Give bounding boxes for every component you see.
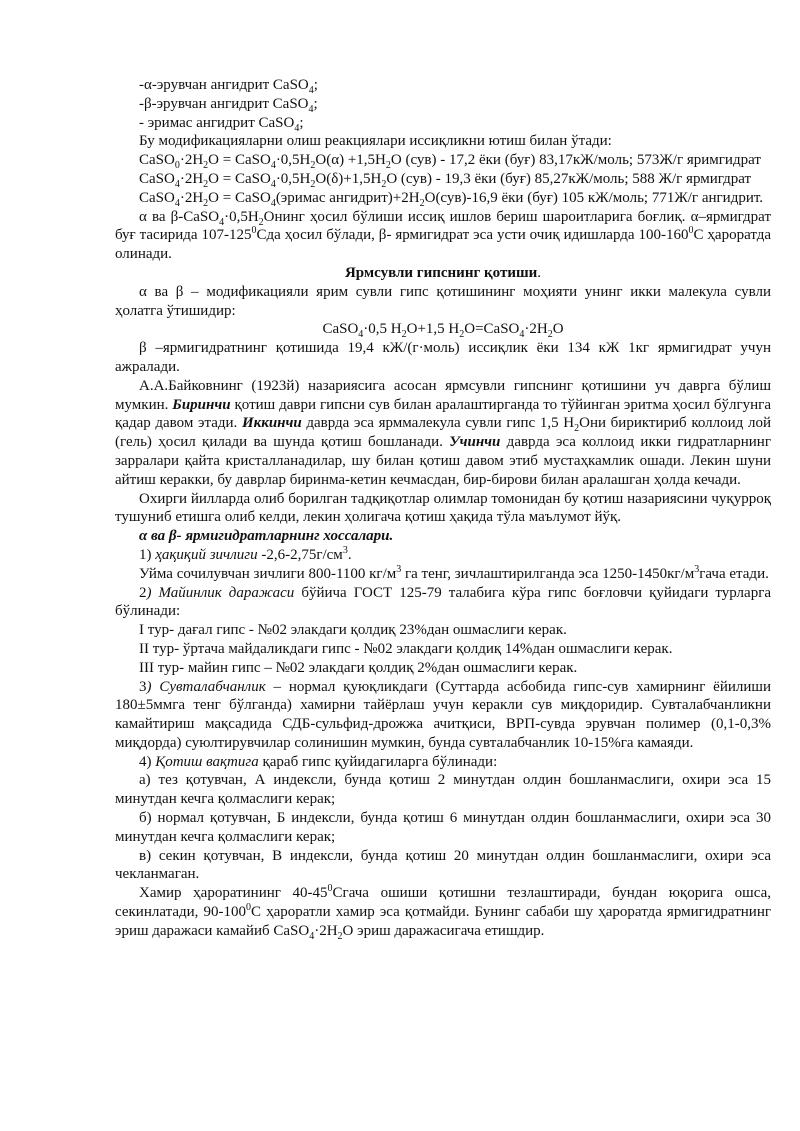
text: даврда эса ярммалекула сувли гипс 1,5 H (301, 415, 575, 432)
subscript: 2 (574, 423, 580, 435)
equation-3 (115, 189, 771, 208)
subscript: 4 (270, 178, 276, 190)
text: O+1,5 H (406, 321, 460, 338)
subscript: 0 (174, 160, 180, 172)
section-heading (115, 264, 771, 283)
type-1-line: I тур- дағал гипс - №02 элакдаги қолдиқ 23%дан ошмаслиги керак. (139, 622, 567, 639)
paragraph-hemihydrate-formation (115, 208, 771, 264)
text: даврда эса коллоид икки гидратларнинг зарралари қайта кристалланадилар, шу билан қотиш давом этиб мустаҳкамлик ошади. Лекин шуни айтиш керакки, бу даврлар биринма-кетин кечмасдан, бир-бирови билан аралашган ҳолда кечади. (115, 434, 771, 488)
line-beta-anhydrite (115, 95, 771, 114)
paragraph-setting-essence: α ва β – модификацияли ярим сувли гипс қотишининг моҳияти унинг икки малекула сувли ҳолатга ўтишидир: (115, 283, 771, 319)
subscript: 2 (203, 197, 209, 209)
text: O(сув)-16,9 ёки (буғ) 105 кЖ/моль; 771Ж/г ангидрит. (424, 189, 764, 206)
item-water-demand (115, 678, 771, 753)
subscript: 4 (358, 329, 364, 341)
emphasis: Биринчи (172, 396, 231, 413)
superscript: 3 (396, 563, 402, 575)
text: O = CaSO (208, 170, 271, 187)
subscript: 2 (381, 178, 387, 190)
text: O (552, 321, 564, 338)
equation-2 (115, 170, 771, 189)
item-setting-time (115, 753, 771, 772)
superscript: 0 (245, 902, 251, 914)
subscript: 2 (310, 178, 316, 190)
type-3-line: III тур- майин гипс – №02 элакдаги қолдиқ 2%дан ошмаслиги керак. (139, 659, 578, 676)
type-2-line: II тур- ўртача майдаликдаги гипс - №02 элакдаги қолдиқ 14%дан ошмаслиги керак. (139, 640, 673, 657)
text: А.А.Байковнинг (1923й) назариясига асосан ярмсувли гипснинг қотишини уч даврга бўлиш мумкин. (115, 377, 771, 413)
text: С ҳароратли хамир эса қотмайди. Бунинг сабаби шу ҳароратда ярмигидратнинг эриш даражаси камайиб CaSO (115, 904, 771, 939)
text: Онинг ҳосил бўлиши иссиқ ишлов бериш шароитларига боғлиқ. α–ярмигдрат буғ тасирида 107-125 (115, 208, 771, 244)
emphasis: ) Майинлик даражаси (146, 584, 295, 601)
paragraph-recent-research: Охирги йилларда олиб борилган тадқиқотлар олимлар томонидан бу қотиш назариясини чуқурроқ тушуниб етишга олиб келди, лекин ҳолигача қотиш ҳақида тўла маълумот йўқ. (115, 490, 771, 526)
text: O=CaSO (464, 321, 520, 338)
text: ·2H (314, 922, 338, 939)
superscript: 3 (694, 563, 700, 575)
text: Сда ҳосил бўлади, β- ярмигидрат эса усти очиқ идишларда 100-160 (256, 227, 689, 244)
text: қотиш даври гипсни сув билан аралаштирганда то тўйинган эритма ҳосил бўлгунга қадар давом этади. (115, 396, 771, 432)
text: O(δ)+1,5H (315, 170, 382, 187)
paragraph-baikov-theory (115, 377, 771, 490)
item-fineness (115, 584, 771, 622)
superscript: 0 (327, 883, 333, 895)
text: ; (313, 95, 318, 112)
text: бўйича ГОСТ 125-79 талабига кўра гипс боғловчи қуйидаги турларга бўлинади: (115, 584, 772, 620)
subscript: 2 (419, 197, 425, 209)
paragraph-heat-release: β –ярмигидратнинг қотишида 19,4 кЖ/(г·моль) иссиқлик ёки 134 кЖ 1кг ярмигидрат учун ажралади. (115, 340, 771, 375)
subscript: 4 (270, 197, 276, 209)
paragraph-bulk-density (115, 565, 771, 584)
line-insoluble-anhydrite (115, 114, 771, 133)
text: - эримас ангидрит CaSO (139, 114, 295, 131)
subscript: 2 (258, 216, 264, 228)
equation-4 (115, 320, 771, 339)
subscript: 2 (459, 329, 465, 341)
text: O (сув) - 19,3 ёки (буғ) 85,27кЖ/моль; 588 Ж/г ярмигдрат (386, 170, 752, 187)
subscript: 2 (385, 160, 391, 172)
subscript: 2 (547, 329, 553, 341)
text: ·0,5H (275, 152, 311, 169)
emphasis: Учинчи (449, 434, 501, 451)
paragraph-temperature (115, 884, 771, 940)
subscript: 4 (219, 216, 225, 228)
subitem-v: в) секин қотувчан, В индексли, бунда қотиш 20 минутдан олдин бошланмаслиги, охири эса чекланмаган. (115, 847, 771, 883)
subscript: 2 (203, 160, 209, 172)
text: ·0,5H (275, 170, 311, 187)
subscript: 2 (310, 160, 316, 172)
emphasis: Қотиш вақтига (155, 753, 259, 770)
emphasis: Иккинчи (241, 415, 302, 432)
line-alpha-anhydrite (115, 76, 771, 95)
subheading-properties: α ва β- ярмигидратларнинг хоссалари. (139, 528, 394, 545)
heading-text: Ярмсувли гипснинг қотиши (344, 264, 538, 281)
subscript: 4 (270, 160, 276, 172)
text: . (347, 546, 352, 563)
subscript: 4 (174, 197, 180, 209)
text: ; (299, 114, 304, 131)
text: қараб гипс қуйидагиларга бўлинади: (258, 753, 498, 770)
text: 1) (139, 546, 156, 563)
text: -β-эрувчан ангидрит CaSO (139, 95, 309, 112)
text: α ва β-CaSO (139, 208, 220, 225)
subscript: 4 (294, 122, 300, 134)
subscript: 4 (309, 930, 315, 942)
text: O(α) +1,5H (315, 152, 386, 169)
text: ·0,5 H (363, 321, 402, 338)
emphasis: ҳақиқий зичлиги (155, 546, 258, 563)
subscript: 4 (519, 329, 525, 341)
text: Хамир ҳароратининг 40-45 (139, 885, 328, 902)
text: гача етади. (699, 565, 769, 582)
text: Уйма сочилувчан зичлиги 800-1100 кг/м (139, 565, 397, 582)
text: O = CaSO (208, 189, 271, 206)
subitem-b: б) нормал қотувчан, Б индексли, бунда қотиш 6 минутдан олдин бошланмаслиги, охири эса 30 минутдан кечга қолмаслиги керак; (115, 810, 771, 845)
intro-line: Бу модификацияларни олиш реакциялари иссиқликни ютиш билан ўтади: (139, 133, 612, 150)
superscript: 3 (342, 544, 348, 556)
text: 4) (139, 753, 156, 770)
text: га тенг, зичлаштирилганда эса 1250-1450кг/м (401, 565, 695, 582)
text: O = CaSO (208, 152, 271, 169)
subscript: 4 (308, 103, 314, 115)
item-true-density (115, 546, 771, 565)
subscript: 2 (203, 178, 209, 190)
subscript: 4 (308, 85, 314, 96)
text: ; (313, 77, 318, 93)
text: ·2H (179, 170, 204, 187)
superscript: 0 (251, 225, 257, 237)
subscript: 4 (174, 178, 180, 190)
subitem-a: а) тез қотувчан, А индексли, бунда қотиш 2 минутдан олдин бошланмаслиги, охири эса 15 минутдан кечга қолмаслиги керак; (115, 772, 771, 808)
document-page (115, 76, 771, 941)
text: -2,6-2,75г/см (257, 546, 343, 563)
text: 2 (139, 584, 147, 601)
emphasis: ) Сувталабчанлик (146, 678, 266, 695)
text: 3 (139, 678, 147, 695)
text: ·2H (179, 152, 204, 169)
text: O эриш даражасигача етишдир. (342, 922, 545, 939)
text: CaSO (139, 152, 175, 169)
text: (эримас ангидрит)+2H (275, 189, 420, 206)
subscript: 2 (401, 329, 407, 341)
text: ·2H (524, 321, 548, 338)
subscript: 2 (337, 930, 343, 942)
text: . (537, 264, 542, 281)
text: CaSO (139, 170, 175, 187)
text: CaSO (139, 189, 175, 206)
superscript: 0 (688, 225, 694, 237)
text: -α-эрувчан ангидрит CaSO (139, 77, 309, 93)
text: ·2H (179, 189, 204, 206)
text: O (сув) - 17,2 ёки (буғ) 83,17кЖ/моль; 573Ж/г яримгидрат (390, 152, 761, 169)
text: Они бириктириб коллоид лой (гель) ҳосил қилади ва шунда қотиш бошланади. (115, 415, 771, 451)
text: – нормал қуюқликдаги (Суттарда асбобида гипс-сув хамирнинг ёйилиши 180±5ммга тенг бўлганда) хамирни тайёрлаш учун кeракли сув миқдоридир. Сувталабчанликни камайтириш мақсадида СДБ-сульфид-дрожжа ачитқиси, ВРП-сувда эрувчан полимер (0,1-0,3% миқдорда) суюлтирувчилар солинишин мумкин, бунда сувталабчанлик 10-15%га камаяди. (115, 678, 771, 751)
equation-1 (115, 151, 771, 170)
text: С ҳароратда олинади. (115, 227, 771, 263)
text: Сгача ошиши қотишни тезлаштиради, бундан юқорига ошса, секинлатади, 90-100 (115, 885, 771, 921)
text: ·0,5H (224, 208, 259, 225)
text: CaSO (322, 321, 359, 338)
